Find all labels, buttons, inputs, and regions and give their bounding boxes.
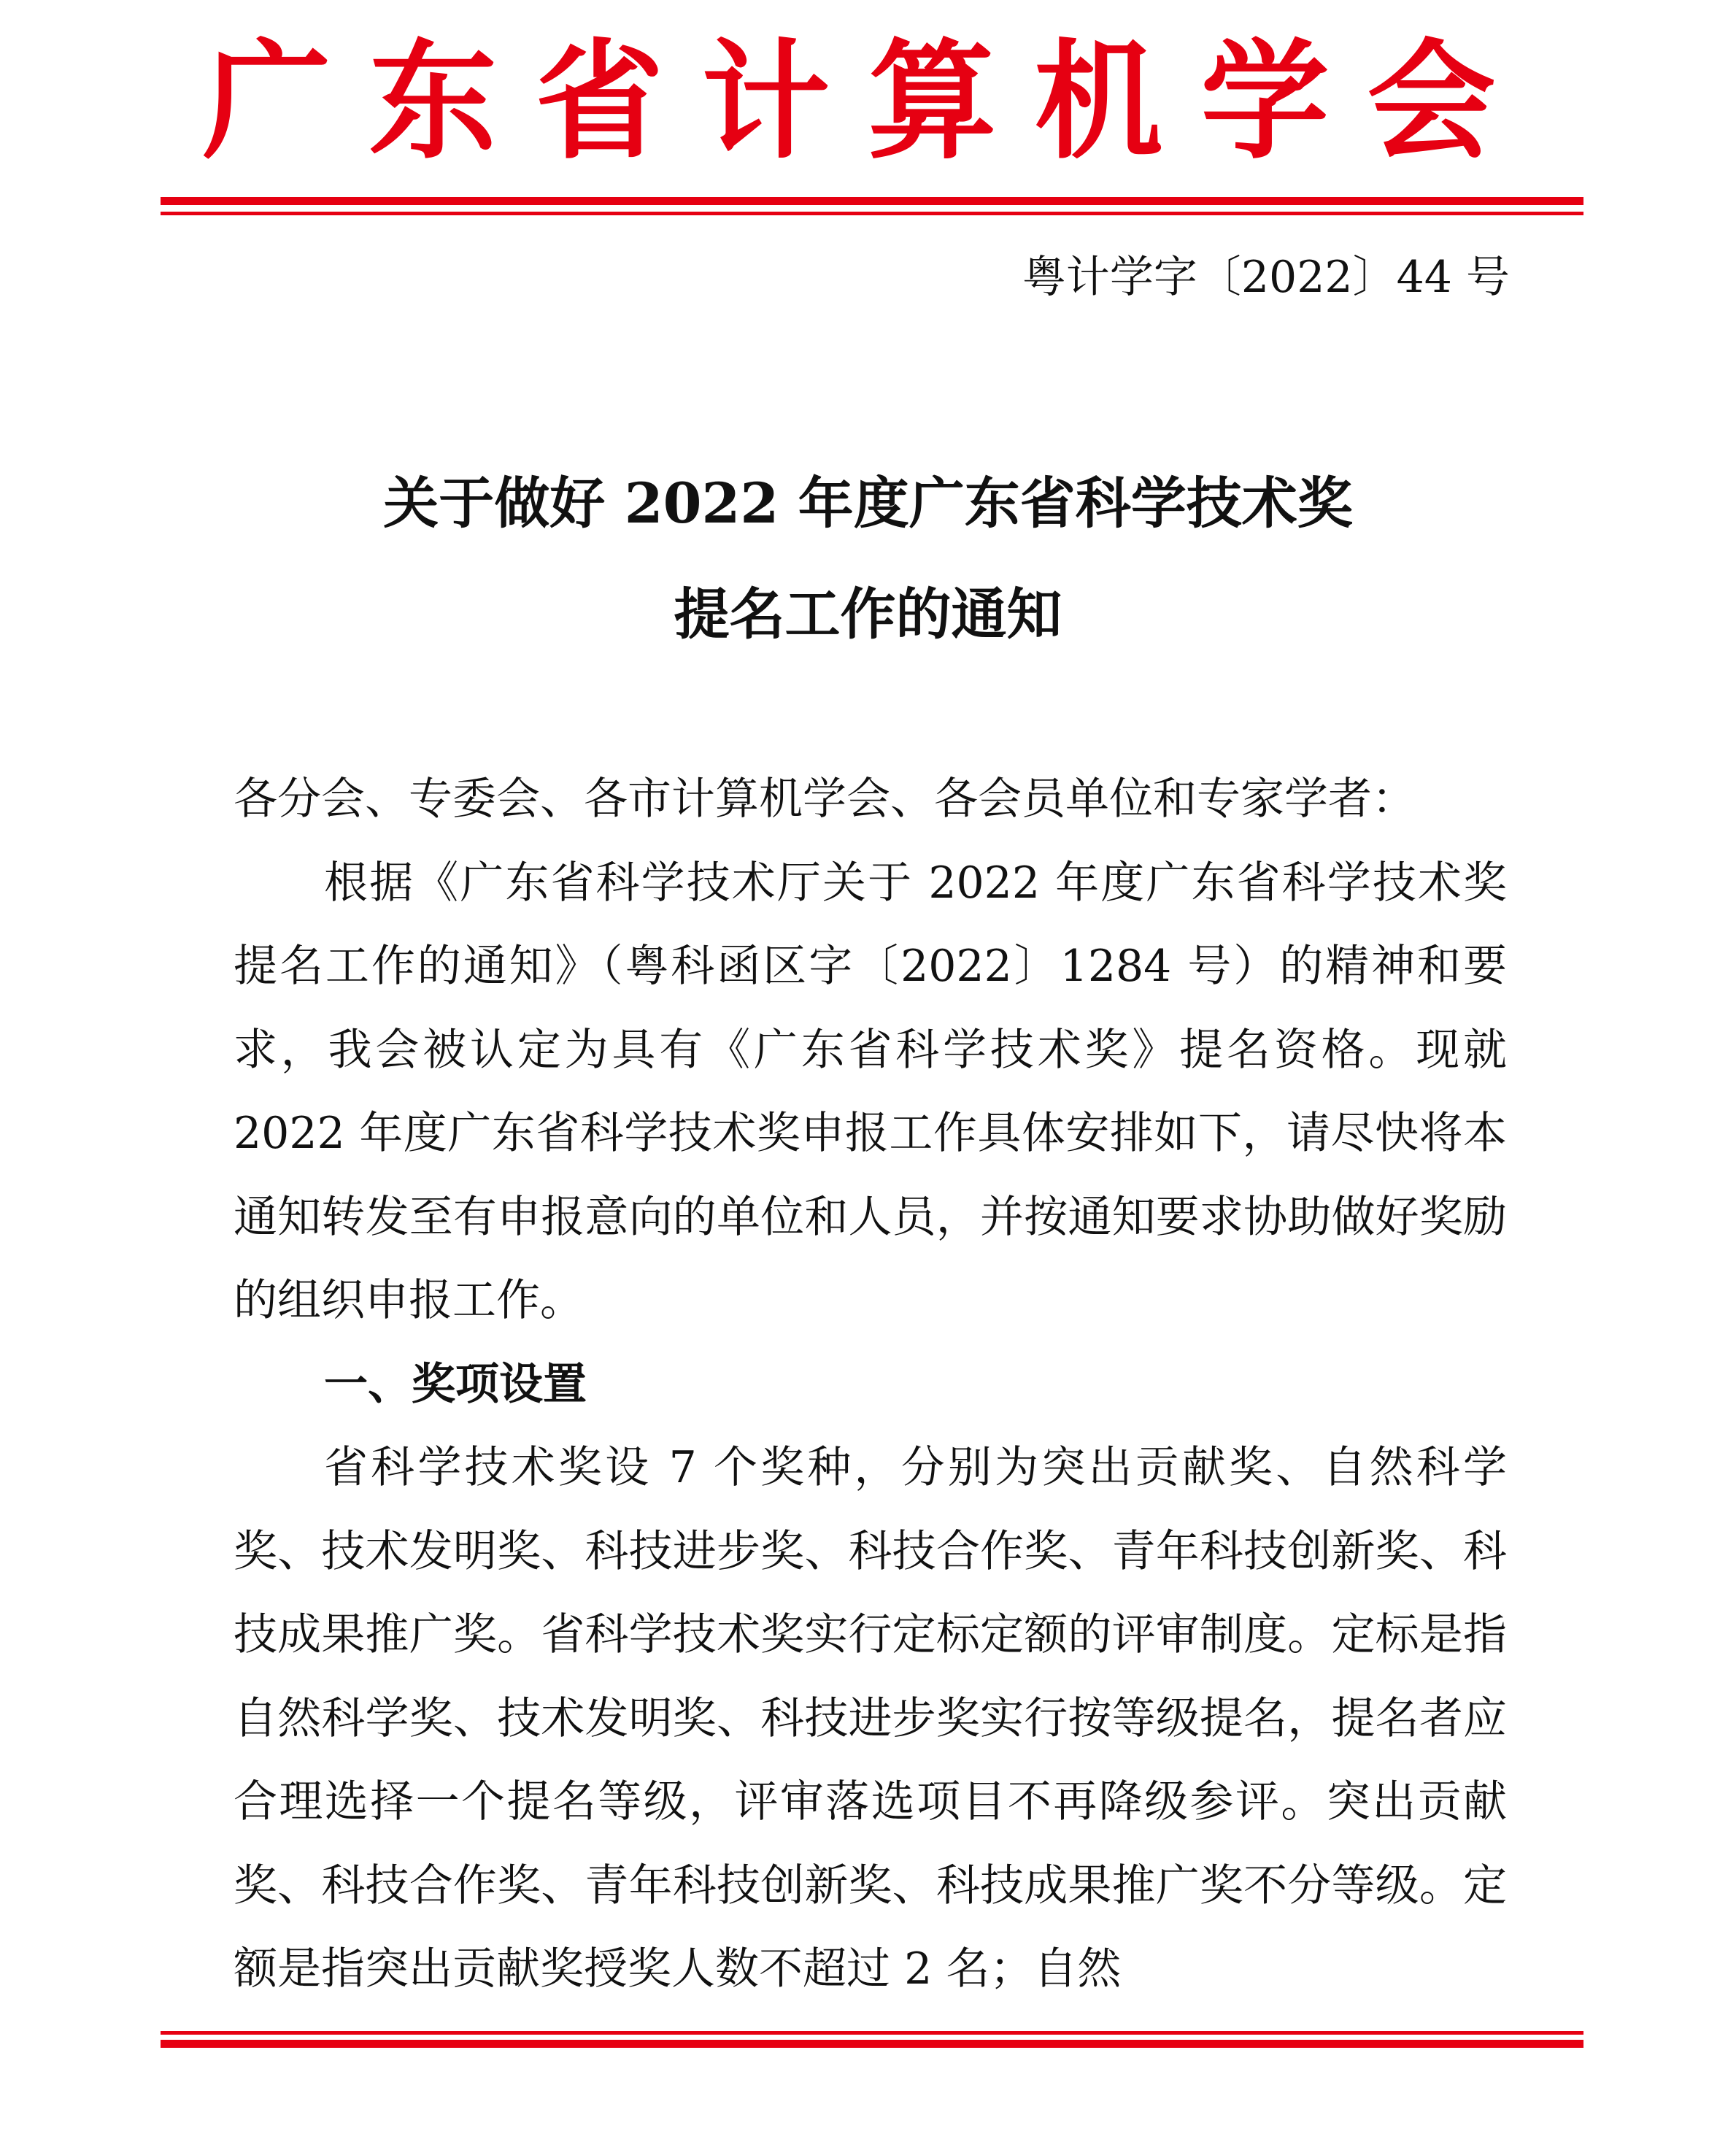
footer-rule-thin <box>161 2031 1583 2035</box>
masthead-rule-thin <box>161 212 1583 215</box>
document-number: 粤计学字〔2022〕44 号 <box>1022 252 1510 303</box>
title-line-2: 提名工作的通知 <box>674 582 1062 647</box>
body-text <box>234 758 1507 2011</box>
paragraph-1: 根据《广东省科学技术厅关于 2022 年度广东省科学技术奖提名工作的通知》（粤科函区字〔2022〕1284 号）的精神和要求，我会被认定为具有《广东省科学技术奖》提名资格。现就 2022 年度广东省科学技术奖申报工作具体安排如下，请尽快将本通知转发至有申报意向的单位和人员，并按通知要求协助做好奖励的组织申报工作。 <box>234 857 1507 1326</box>
footer-rule-thick <box>161 2040 1583 2048</box>
masthead-rule-thick <box>161 197 1583 205</box>
salutation: 各分会、专委会、各市计算机学会、各会员单位和专家学者： <box>234 774 1416 825</box>
title-line-1: 关于做好 2022 年度广东省科学技术奖 <box>383 471 1353 536</box>
section-heading-1: 一、奖项设置 <box>324 1358 587 1410</box>
masthead-org-name: 广东省计算机学会 <box>202 27 1534 177</box>
paragraph-2: 省科学技术奖设 7 个奖种，分别为突出贡献奖、自然科学奖、技术发明奖、科技进步奖、科技合作奖、青年科技创新奖、科技成果推广奖。省科学技术奖实行定标定额的评审制度。定标是指自然科学奖、技术发明奖、科技进步奖实行按等级提名，提名者应合理选择一个提名等级，评审落选项目不再降级参评。突出贡献奖、科技合作奖、青年科技创新奖、科技成果推广奖不分等级。定额是指突出贡献奖授奖人数不超过 2 名；自然 <box>234 1442 1507 1995</box>
